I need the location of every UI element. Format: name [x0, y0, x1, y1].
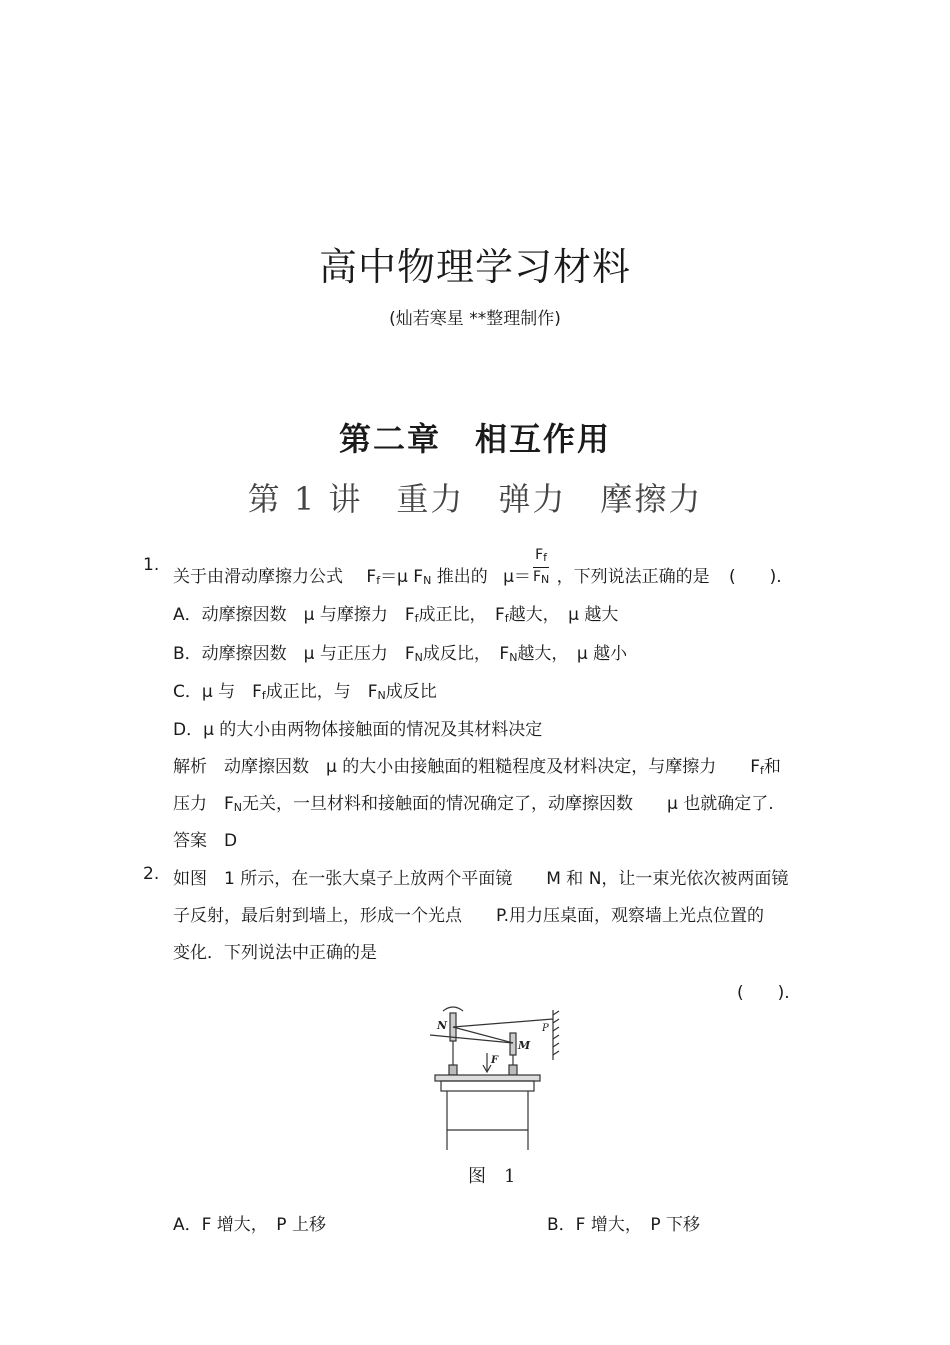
q1-option-b: B．动摩擦因数 μ 与正压力 $F_N$成反比， $F_N$越大， μ 越小: [173, 644, 628, 664]
formula-ff: F: [366, 566, 377, 587]
q1-option-d: D．μ 的大小由两物体接触面的情况及其材料决定: [173, 720, 543, 740]
lecture-title: 第 1 讲 重力 弹力 摩擦力: [247, 480, 703, 518]
formula-n-sub: N: [423, 573, 432, 587]
svg-text:M: M: [518, 1039, 531, 1052]
formula-fraction: $\frac{F_f}{F_N}$: [532, 547, 550, 586]
q1-stem-c: ，下列说法正确的是: [556, 566, 710, 587]
q1-analysis-line2: 压力 $F_N$无关，一旦材料和接触面的情况确定了，动摩擦因数 μ 也就确定了.: [173, 794, 774, 814]
q2-blank: ( ).: [737, 983, 790, 1003]
q2-number: 2.: [143, 864, 160, 884]
formula-friction: [366, 567, 431, 587]
q2-line3: 变化．下列说法中正确的是: [173, 943, 377, 963]
figure-1-illustration: [425, 1005, 565, 1155]
q1-stem: [173, 546, 782, 589]
page-title: 高中物理学习材料: [318, 245, 631, 289]
q1-blank: ( ).: [729, 566, 782, 587]
svg-text:P: P: [542, 1023, 549, 1034]
mirror-m: [510, 1033, 516, 1055]
q1-stem-a: 关于由滑动摩擦力公式: [173, 566, 343, 587]
formula-eq: ＝μ F: [380, 566, 424, 587]
q2-option-b: B．F 增大， P 下移: [547, 1215, 700, 1235]
q2-line2: 子反射，最后射到墙上，形成一个光点 P.用力压桌面，观察墙上光点位置的: [173, 906, 765, 926]
table-top: [435, 1075, 540, 1081]
q1-answer: 答案 D: [173, 831, 238, 851]
q1-option-a: A．动摩擦因数 μ 与摩擦力 $F_f$成正比， $F_f$越大， μ 越大: [173, 605, 619, 625]
svg-text:N: N: [437, 1019, 448, 1032]
formula-mu: μ＝: [503, 566, 531, 587]
q1-stem-b: 推出的: [436, 566, 488, 587]
svg-text:F: F: [491, 1055, 499, 1066]
formula-f-sub: f: [376, 573, 381, 587]
q2-line1: 如图 1 所示，在一张大桌子上放两个平面镜 M 和 N，让一束光依次被两面镜: [173, 869, 789, 889]
figure-1-caption: 图 1: [468, 1166, 516, 1187]
chapter-title: 第二章 相互作用: [338, 420, 611, 458]
page-subtitle: (灿若寒星 **整理制作): [389, 309, 561, 329]
q1-option-c: C．μ 与 $F_f$成正比，与 $F_N$成反比: [173, 682, 437, 702]
q2-option-a: A．F 增大， P 上移: [173, 1215, 326, 1235]
q1-number: 1.: [143, 555, 160, 575]
q1-analysis-line1: 解析 动摩擦因数 μ 的大小由接触面的粗糙程度及材料决定，与摩擦力 $F_f$和: [173, 757, 781, 777]
